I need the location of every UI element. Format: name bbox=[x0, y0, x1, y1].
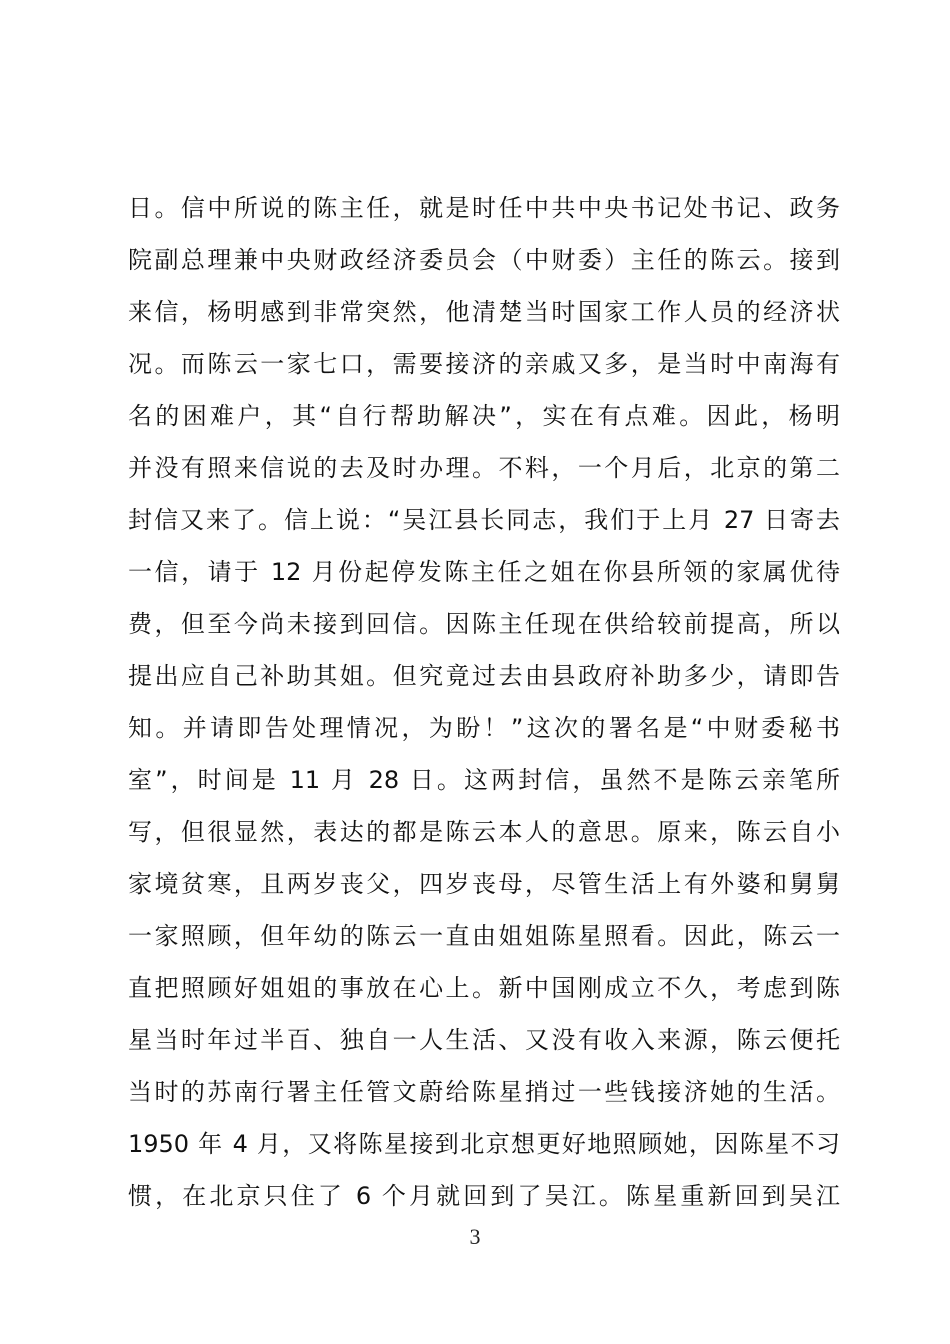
body-text bbox=[128, 182, 840, 1222]
text-line: 一家照顾，但年幼的陈云一直由姐姐陈星照看。因此，陈云一 bbox=[128, 922, 840, 950]
text-line: 惯，在北京只住了 6 个月就回到了吴江。陈星重新回到吴江 bbox=[128, 1182, 840, 1210]
text-line: 名的困难户，其“自行帮助解决”，实在有点难。因此，杨明 bbox=[128, 402, 840, 430]
text-line: 日。信中所说的陈主任，就是时任中共中央书记处书记、政务 bbox=[128, 194, 840, 222]
text-line: 室”，时间是 11 月 28 日。这两封信，虽然不是陈云亲笔所 bbox=[128, 766, 840, 794]
text-line: 1950 年 4 月，又将陈星接到北京想更好地照顾她，因陈星不习 bbox=[128, 1130, 840, 1158]
text-line: 费，但至今尚未接到回信。因陈主任现在供给较前提高，所以 bbox=[128, 610, 840, 638]
text-line: 院副总理兼中央财政经济委员会（中财委）主任的陈云。接到 bbox=[128, 246, 840, 274]
text-line: 写，但很显然，表达的都是陈云本人的意思。原来，陈云自小 bbox=[128, 818, 840, 846]
page-number: 3 bbox=[469, 1224, 481, 1249]
text-line: 星当时年过半百、独自一人生活、又没有收入来源，陈云便托 bbox=[128, 1026, 840, 1054]
text-line: 提出应自己补助其姐。但究竟过去由县政府补助多少，请即告 bbox=[128, 662, 840, 690]
text-line: 况。而陈云一家七口，需要接济的亲戚又多，是当时中南海有 bbox=[128, 350, 840, 378]
text-line: 直把照顾好姐姐的事放在心上。新中国刚成立不久，考虑到陈 bbox=[128, 974, 840, 1002]
text-line: 一信，请于 12 月份起停发陈主任之姐在你县所领的家属优待 bbox=[128, 558, 840, 586]
text-line: 来信，杨明感到非常突然，他清楚当时国家工作人员的经济状 bbox=[128, 298, 840, 326]
text-line: 并没有照来信说的去及时办理。不料，一个月后，北京的第二 bbox=[128, 454, 840, 482]
text-line: 当时的苏南行署主任管文蔚给陈星捎过一些钱接济她的生活。 bbox=[128, 1078, 840, 1106]
text-line: 封信又来了。信上说：“吴江县长同志，我们于上月 27 日寄去 bbox=[128, 506, 840, 534]
text-line: 知。并请即告处理情况，为盼！”这次的署名是“中财委秘书 bbox=[128, 714, 840, 742]
text-line: 家境贫寒，且两岁丧父，四岁丧母，尽管生活上有外婆和舅舅 bbox=[128, 870, 840, 898]
